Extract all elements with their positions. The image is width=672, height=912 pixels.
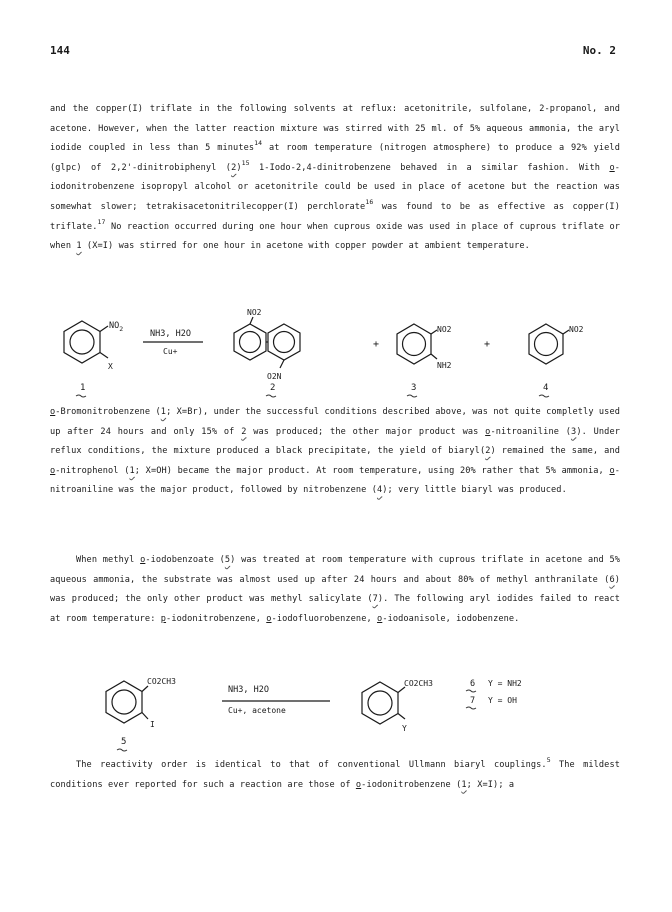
aniline-no2-label: NO2 [437,325,452,334]
plus-sign-2: + [484,339,491,350]
compound-1-ref: 1 [76,241,82,252]
paragraph-1: and the copper(I) triflate in the following solvents at reflux: acetonitrile, sulfolane, 2-propanol, and acetone. However, when the latter reaction mixture was stirred with 25 ml. of 5% aqueous ammonia, the aryl iodide coupled in less than 5 minutes$^{14}$ at room temperature (nitrogen atmosphere) to produce a 92% yield (glpc) of 2,2'-dinitrobiphenyl $(2)^{15}$ 1-Iodo-2,4-dinitrobenzene behaved in a similar fashion. With o-iodonitrobenzene isopropyl alcohol or acetonitrile could be used in place of acetone but the reaction was somewhat slower; tetrakisacetonitrilecopper(I) perchlorate$^{16}$ was found to be as effective as copper(I) triflate.$^{17}$ No reaction occurred during one hour when cuprous oxide was used in place of cuprous triflate or when 1 (X=I) was stirred for one hour in acetone with copper powder at ambient temperature. [50,104,620,252]
definition-7: Y = OH [488,696,517,705]
ref-17: 17 [97,217,106,226]
issue-number: No. 2 [582,44,616,57]
paragraph-3: When methyl o-iodobenzoate (5) was treated at room temperature with cuprous triflate in acetone and 5% aqueous ammonia, the substrate was almost used up after 24 hours and about 80% of methyl anthranilate (6) was produced; the only other product was methyl salicylate (7). The following aryl iodides failed to react at room temperature: p-iodonitrobenzene, o-iodofluorobenzene, o-iodoanisole, iodobenzene. [50,555,620,624]
reaction-scheme-2 [0,668,672,763]
compound-label-3: 3 [411,383,417,393]
biphenyl-ring-left [234,324,266,360]
ref-16: 16 [365,197,374,206]
compound-label-7: 7 [470,696,476,706]
anthranilate-ring [362,682,398,724]
ref-14: 14 [254,139,263,148]
reagent-2-bottom: Cu+, acetone [228,706,286,715]
aniline-nh2-label: NH2 [437,361,452,370]
ref-15: 15 [241,158,250,167]
anthranilate-y-label: Y [402,724,407,733]
biphenyl-no2-label: NO2 [247,308,262,317]
compound-label-1: 1 [80,383,86,393]
compound-label-6: 6 [470,679,476,689]
reagent-top: NH3, H2O [150,329,191,339]
page-number: 144 [50,44,70,57]
reaction-scheme-1 [0,308,672,408]
paragraph-2: o-Bromonitrobenzene (1; X=Br), under the successful conditions described above, was not quite completly used up after 24 hours and only 15% of 2 was produced; the other major product was o-nitroaniline (3). Under reflux conditions, the mixture produced a black precipitate, the yield of biaryl(2) remained the same, and o-nitrophenol (1; X=OH) became the major product. At room temperature, using 20% rather that 5% ammonia, o-nitroaniline was the major product, followed by nitrobenzene (4); very little biaryl was produced. [50,407,621,496]
plus-sign-1: + [373,339,380,350]
anthranilate-co2ch3-label: CO2CH3 [404,679,433,688]
compound-label-5: 5 [121,737,127,747]
compound-2-ref: 2 [231,162,237,173]
ref-5: 5 [546,756,551,764]
compound-label-4: 4 [543,383,549,393]
paragraph-4: The reactivity order is identical to that of conventional Ullmann biaryl couplings.$^5$ The mildest conditions ever reported for such a reaction are those of o-iodonitrobenzene (1; X=I); a [50,756,620,790]
reagent-bottom: Cu+ [163,347,178,356]
iodobenzoate-co2ch3-label: CO2CH3 [147,677,176,686]
definition-6: Y = NH2 [488,679,522,688]
compound-label-2: 2 [270,383,276,393]
biphenyl-o2n-label: O2N [267,372,282,381]
substrate-x-label: X [108,362,113,371]
reagent-2-top: NH3, H2O [228,685,269,695]
iodobenzoate-i-label: I [150,720,155,729]
biphenyl-ring-right [268,324,300,360]
substrate-no2-label: $NO_2$ [109,321,124,333]
nitrobenzene-no2-label: NO2 [569,325,584,334]
